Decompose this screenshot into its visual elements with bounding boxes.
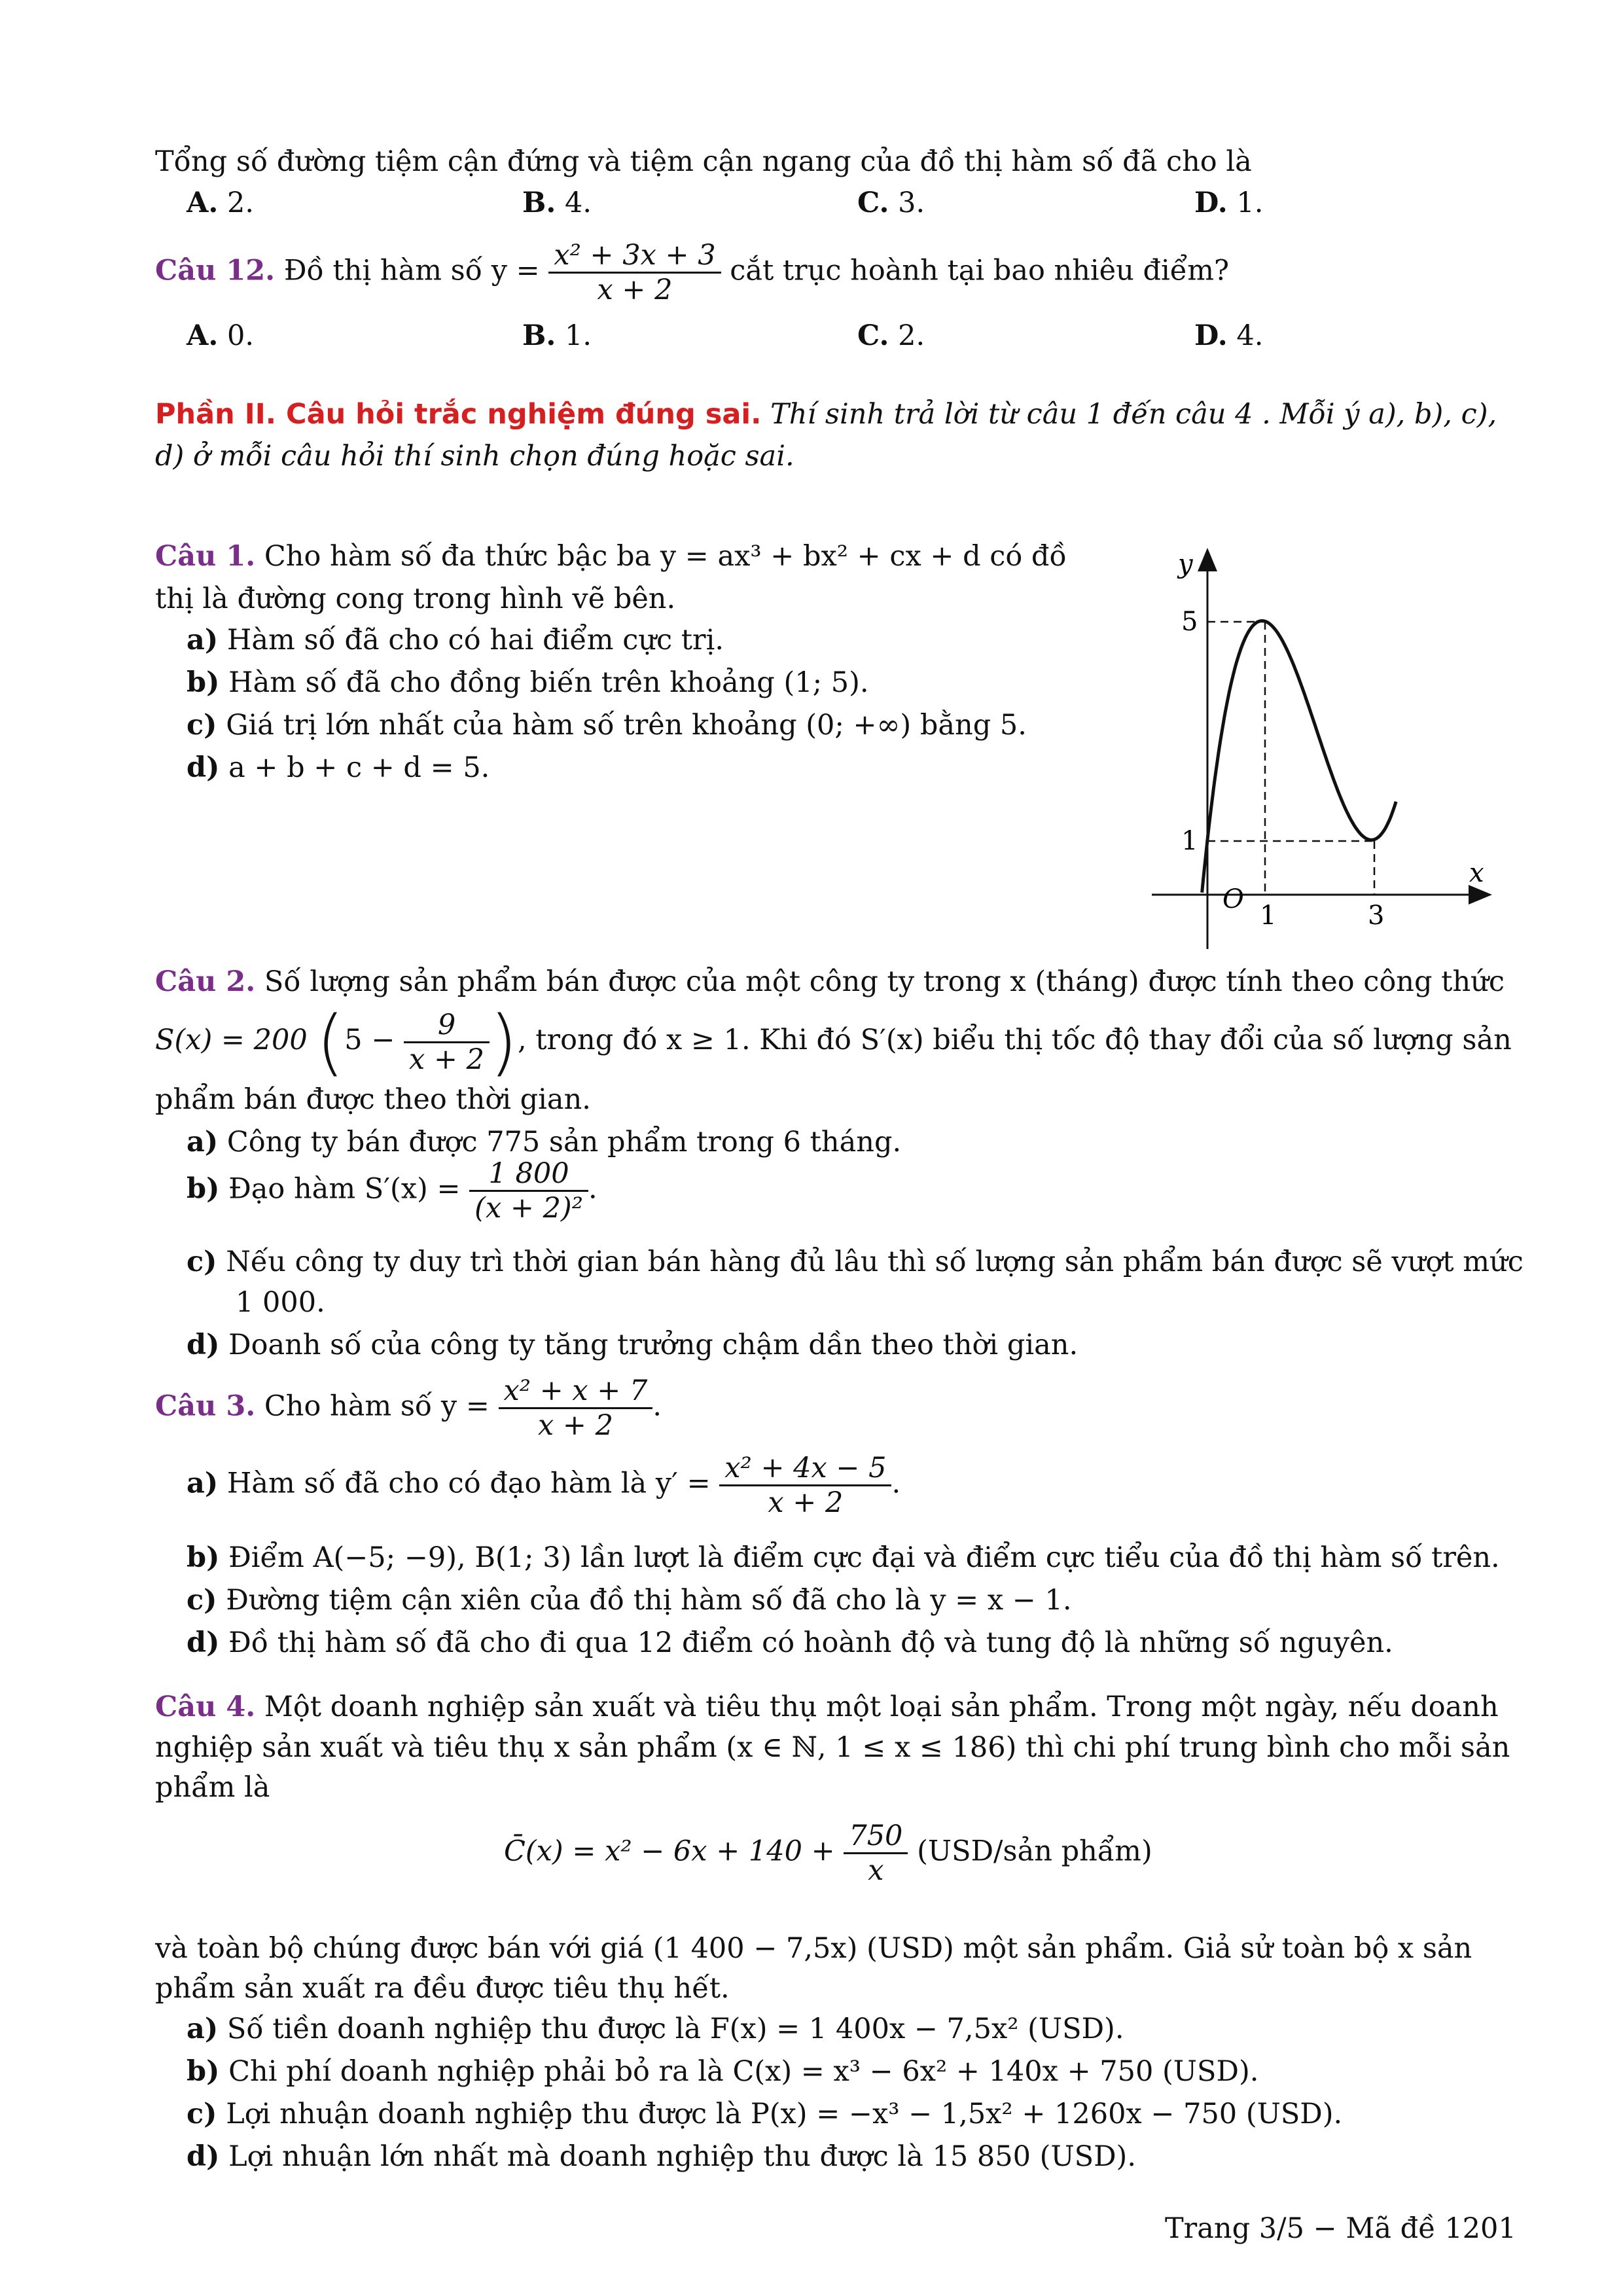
intro-line: Tổng số đường tiệm cận đứng và tiệm cận ngang của đồ thị hàm số đã cho là — [155, 145, 1252, 178]
x-tick-1: 1 — [1260, 901, 1277, 931]
c3-fraction: $\frac{\text{x² + x + 7}}{x + 2}$ — [499, 1374, 653, 1442]
c1-line2: thị là đường cong trong hình vẽ bên. — [155, 583, 676, 615]
c4-item-c: c) Lợi nhuận doanh nghiệp thu được là P(x) = −x³ − 1,5x² + 1260x − 750 (USD). — [187, 2098, 1343, 2130]
c2-item-a: a) Công ty bán được 775 sản phẩm trong 6 tháng. — [187, 1126, 902, 1158]
c1-item-b: b) Hàm số đã cho đồng biến trên khoảng (1; 5). — [187, 666, 869, 699]
c4-line5: phẩm sản xuất ra đều được tiêu thụ hết. — [155, 1972, 730, 2005]
answer-a[interactable]: A. 0. — [187, 319, 255, 352]
c2-item-d: d) Doanh số của công ty tăng trưởng chậm dần theo thời gian. — [187, 1329, 1079, 1361]
c2-formula-line: S(x) = 200 (5 − $\frac{9}{x + 2}$ ), trong đó x ≥ 1. Khi đó S′(x) biểu thị tốc độ thay đổi của số lượng sản — [155, 1000, 1512, 1084]
c2b-fraction: $\frac{1 800}{\text{(x + 2)²}}$ — [469, 1157, 588, 1225]
c2-line1: Câu 2. Số lượng sản phẩm bán được của một công ty trong x (tháng) được tính theo công thức — [155, 965, 1505, 998]
c2-fraction: $\frac{9}{x + 2}$ — [404, 1009, 490, 1076]
c4-item-d: d) Lợi nhuận lớn nhất mà doanh nghiệp thu được là 15 850 (USD). — [187, 2140, 1136, 2173]
c4-item-b: b) Chi phí doanh nghiệp phải bỏ ra là C(x) = x³ − 6x² + 140x + 750 (USD). — [187, 2055, 1259, 2088]
c3a-fraction: $\frac{\text{x² + 4x − 5}}{x + 2}$ — [719, 1452, 891, 1519]
c2-item-c-cont: 1 000. — [236, 1286, 325, 1319]
c2-line3: phẩm bán được theo thời gian. — [155, 1083, 591, 1116]
c1-item-a: a) Hàm số đã cho có hai điểm cực trị. — [187, 624, 724, 656]
c3-item-a: a) Hàm số đã cho có đạo hàm là y′ = $\frac{\text{x² + 4x − 5}}{x + 2}$ . — [187, 1452, 901, 1519]
c4-line2: nghiệp sản xuất và tiêu thụ x sản phẩm (x ∈ ℕ, 1 ≤ x ≤ 186) thì chi phí trung bình cho mỗi sản — [155, 1731, 1510, 1764]
c3-line1: Câu 3. Cho hàm số y = $\frac{\text{x² + x + 7}}{x + 2}$ . — [155, 1374, 662, 1442]
answer-d[interactable]: D. 4. — [1194, 319, 1264, 352]
c4-formula: C̄(x) = x² − 6x + 140 + $\frac{750}{x}$ (USD/sản phẩm) — [504, 1820, 1152, 1887]
c1-item-c: c) Giá trị lớn nhất của hàm số trên khoảng (0; +∞) bằng 5. — [187, 709, 1027, 742]
answer-b[interactable]: B. 1. — [522, 319, 592, 352]
c3-item-b: b) Điểm A(−5; −9), B(1; 3) lần lượt là điểm cực đại và điểm cực tiểu của đồ thị hàm số trên. — [187, 1541, 1500, 1574]
answer-a[interactable]: A. 2. — [187, 187, 255, 219]
y-axis-label: y — [1178, 549, 1193, 579]
c4-line4: và toàn bộ chúng được bán với giá (1 400 − 7,5x) (USD) một sản phẩm. Giả sử toàn bộ x sản — [155, 1932, 1472, 1965]
c2-item-c: c) Nếu công ty duy trì thời gian bán hàng đủ lâu thì số lượng sản phẩm bán được sẽ vượt mức — [187, 1246, 1524, 1278]
c4-item-a: a) Số tiền doanh nghiệp thu được là F(x) = 1 400x − 7,5x² (USD). — [187, 2013, 1124, 2045]
part2-instr-line2: d) ở mỗi câu hỏi thí sinh chọn đúng hoặc sai. — [155, 440, 794, 473]
c4-line1: Câu 4. Một doanh nghiệp sản xuất và tiêu thụ một loại sản phẩm. Trong một ngày, nếu doanh — [155, 1691, 1499, 1723]
answer-c[interactable]: C. 3. — [857, 187, 925, 219]
answer-d[interactable]: D. 1. — [1194, 187, 1264, 219]
y-tick-1: 1 — [1181, 826, 1198, 856]
x-axis-label: x — [1469, 858, 1484, 888]
c4-line3: phẩm là — [155, 1771, 270, 1804]
cubic-graph — [1126, 537, 1492, 962]
page-footer: Trang 3/5 − Mã đề 1201 — [1165, 2212, 1516, 2245]
answer-c[interactable]: C. 2. — [857, 319, 925, 352]
c1-line1: Câu 1. Cho hàm số đa thức bậc ba y = ax³ + bx² + cx + d có đồ — [155, 540, 1067, 573]
question-12: Câu 12. Đồ thị hàm số y = $\frac{\text{x² + 3x + 3}}{x + 2}$ cắt trục hoành tại bao nhiêu điểm? — [155, 239, 1230, 306]
x-tick-3: 3 — [1368, 901, 1385, 931]
y-tick-5: 5 — [1181, 607, 1198, 637]
answer-b[interactable]: B. 4. — [522, 187, 592, 219]
c1-item-d: d) a + b + c + d = 5. — [187, 751, 490, 784]
cubic-curve — [1202, 621, 1396, 893]
part2-header: Phần II. Câu hỏi trắc nghiệm đúng sai. Thí sinh trả lời từ câu 1 đến câu 4 . Mỗi ý a), b), c), — [155, 398, 1497, 431]
c4-fraction: $\frac{750}{x}$ — [844, 1820, 908, 1887]
c3-item-d: d) Đồ thị hàm số đã cho đi qua 12 điểm có hoành độ và tung độ là những số nguyên. — [187, 1626, 1393, 1659]
c3-item-c: c) Đường tiệm cận xiên của đồ thị hàm số đã cho là y = x − 1. — [187, 1584, 1072, 1617]
q12-fraction: $\frac{\text{x² + 3x + 3}}{x + 2}$ — [548, 239, 721, 306]
c2-item-b: b) Đạo hàm S′(x) = $\frac{1 800}{\text{(x + 2)²}}$ . — [187, 1157, 597, 1225]
origin-label: O — [1222, 884, 1244, 914]
